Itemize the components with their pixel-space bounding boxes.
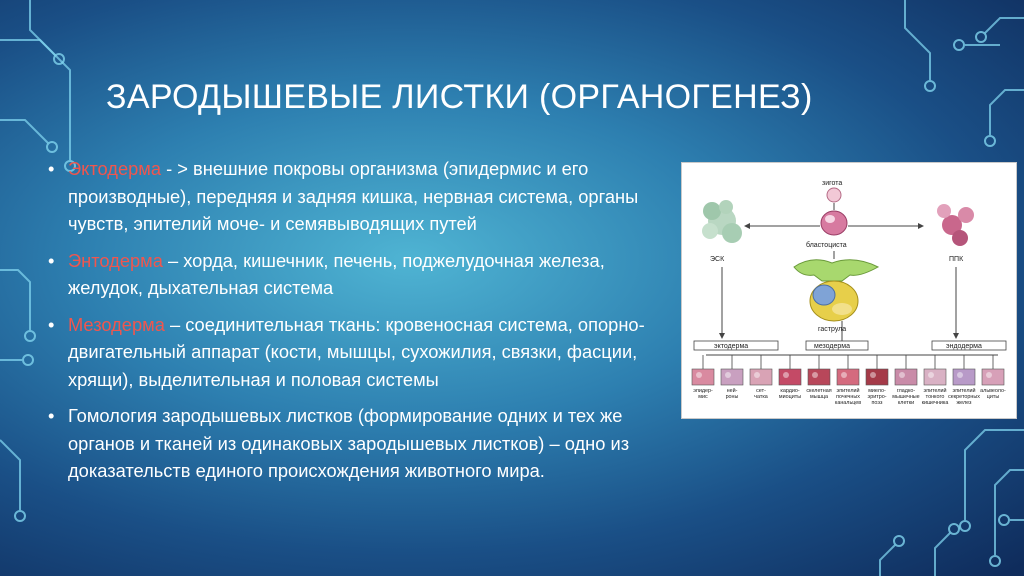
ppk-cell-cluster xyxy=(937,204,974,246)
tissue-thumbnail xyxy=(692,369,714,385)
bullet-dot: • xyxy=(48,313,55,335)
tissue-label: эпителий xyxy=(952,388,976,394)
bullet-list xyxy=(48,155,663,494)
tissue-label: альвеоло- xyxy=(980,388,1006,394)
tissue-label: эритро- xyxy=(867,394,887,400)
bullet-item-ectoderm xyxy=(48,155,663,238)
label-blastocyst: бластоциста xyxy=(806,242,847,249)
tissue-label: секреторных xyxy=(948,394,980,400)
tissue-label: тонкого xyxy=(925,394,945,400)
gastrula-ectoderm-shape xyxy=(794,260,878,281)
label-ppk: ППК xyxy=(949,256,964,263)
tissue-label: мышечные xyxy=(892,394,920,400)
diagram-canvas xyxy=(682,163,1016,418)
slide-title: ЗАРОДЫШЕВЫЕ ЛИСТКИ (ОРГАНОГЕНЕЗ) xyxy=(106,78,813,116)
bullet-text: – хорда, кишечник, печень, поджелудочная железа, желудок, дыхательная система xyxy=(68,249,605,298)
tissue-label: эпителий xyxy=(923,388,947,394)
tissue-label: мышца xyxy=(810,394,828,400)
germ-layers-diagram xyxy=(681,162,1017,419)
blastocyst-cell xyxy=(821,211,847,235)
tissue-thumbnail xyxy=(924,369,946,385)
tissue-label: роны xyxy=(725,394,739,400)
term-ectoderm: Эктодерма xyxy=(68,158,162,179)
esk-cell-cluster xyxy=(702,200,742,243)
tissue-thumbnail xyxy=(982,369,1004,385)
tissue-thumbnail xyxy=(750,369,772,385)
label-esk: ЭСК xyxy=(710,256,725,263)
bullet-item-homology xyxy=(48,402,663,485)
bullet-dot: • xyxy=(48,158,55,179)
tissue-label: кишечника xyxy=(921,400,949,406)
tissue-thumbnail xyxy=(837,369,859,385)
bullet-item-mesoderm xyxy=(48,311,663,394)
label-zygote: зигота xyxy=(822,180,843,187)
label-gastrula: гаструла xyxy=(818,326,847,333)
tissue-label: кардио- xyxy=(780,388,800,394)
tissue-label: миоциты xyxy=(778,394,802,400)
bullet-text: – соединительная ткань: кровеносная система, опорно-двигательный аппарат (кости, мышцы, сухожилия, связки, фасции, хрящи), выделительная и половая системы xyxy=(68,313,645,390)
tissue-label: чатка xyxy=(754,394,768,400)
term-endoderm: Энтодерма xyxy=(68,249,163,271)
tissue-label: клетки xyxy=(897,400,915,406)
tissue-row xyxy=(692,355,1006,406)
tissue-label: гладко- xyxy=(896,388,916,394)
tissue-thumbnail xyxy=(779,369,801,385)
bullet-text: - > внешние покровы организма (эпидермис и его производные), передняя и задняя кишка, нервная система, органы чувств, эпителий моче- и семявыводящих путей xyxy=(68,158,639,234)
tissue-label: желез xyxy=(956,400,972,406)
tissue-label: эпителий xyxy=(836,388,860,394)
tissue-label: ней- xyxy=(726,388,738,394)
tissue-thumbnail xyxy=(808,369,830,385)
label-endoderm: эндодерма xyxy=(946,343,982,350)
tissue-label: поэз xyxy=(871,400,883,406)
bullet-dot: • xyxy=(48,405,55,426)
tissue-thumbnail xyxy=(895,369,917,385)
tissue-thumbnail xyxy=(953,369,975,385)
tissue-label: сет- xyxy=(756,388,766,394)
term-mesoderm: Мезодерма xyxy=(68,313,165,335)
bullet-item-endoderm xyxy=(48,247,663,302)
label-ectoderm: эктодерма xyxy=(714,343,749,350)
tissue-label: почечных xyxy=(836,394,860,400)
label-mesoderm: мезодерма xyxy=(814,343,850,350)
tissue-label: канальцев xyxy=(834,400,862,406)
tissue-label: эпидер- xyxy=(693,388,713,394)
tissue-thumbnail xyxy=(721,369,743,385)
bullet-text: Гомология зародышевых листков (формирование одних и тех же органов и тканей из одинаковых зародышевых листков) – одно из доказательств единого происхождения животного мира. xyxy=(68,405,630,481)
tissue-label: мис xyxy=(698,394,708,400)
tissue-label: скелетная xyxy=(806,388,832,394)
tissue-label: циты xyxy=(986,394,1000,400)
bullet-dot: • xyxy=(48,249,55,271)
tissue-thumbnail xyxy=(866,369,888,385)
tissue-label: миело- xyxy=(868,388,886,394)
zygote-cell xyxy=(827,188,841,202)
